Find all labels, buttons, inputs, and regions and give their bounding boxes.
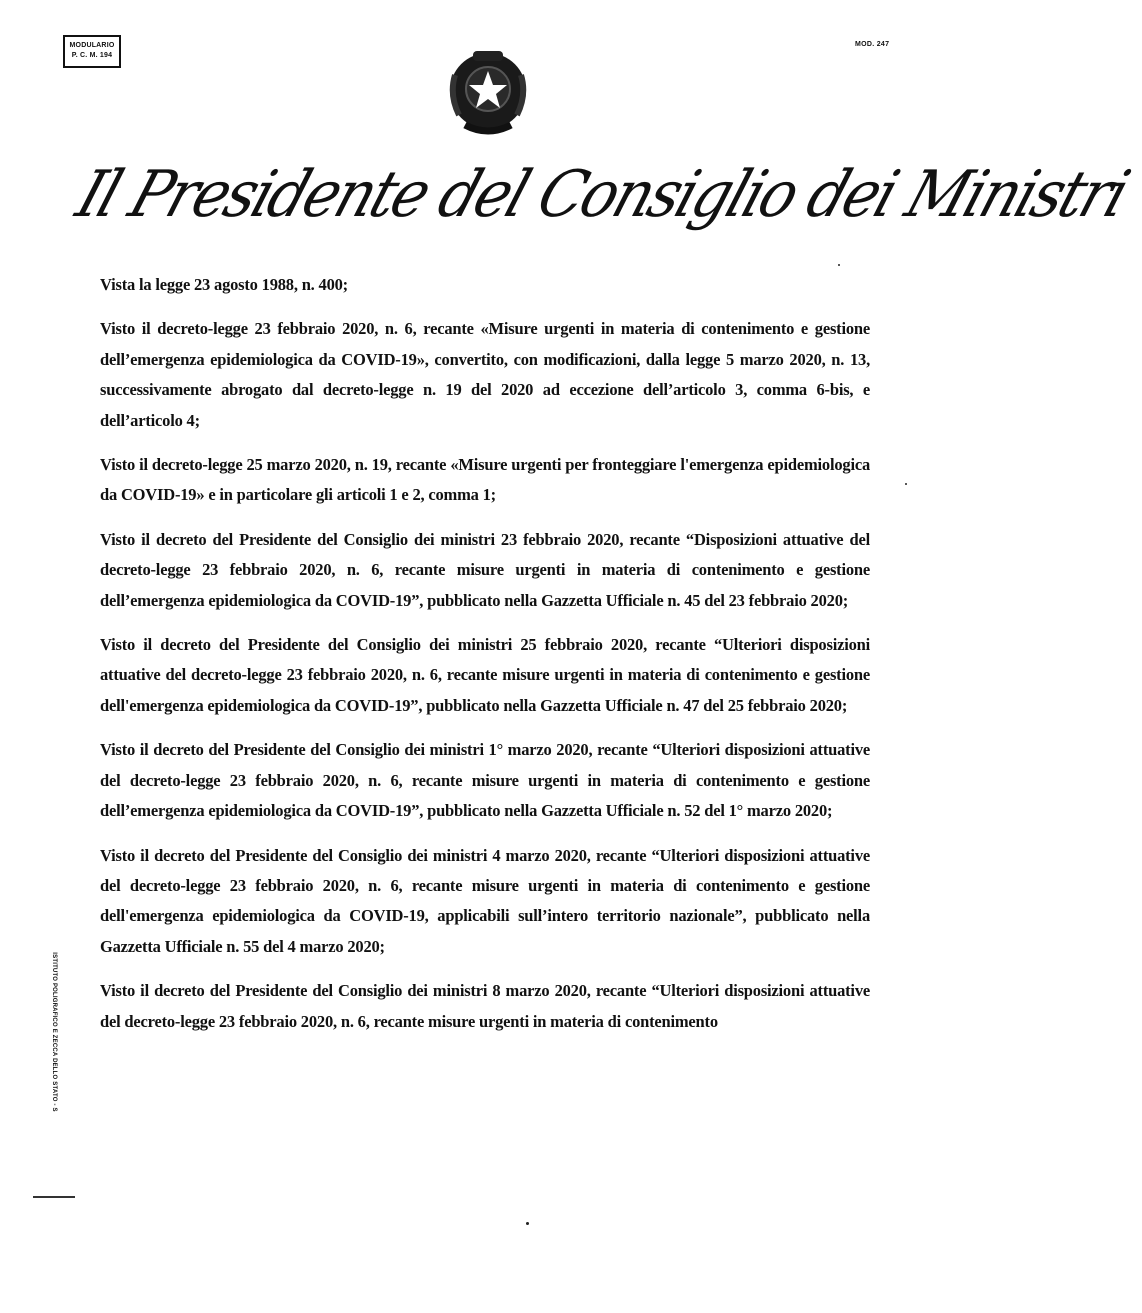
speck — [526, 1222, 529, 1225]
paragraph: Visto il decreto del Presidente del Consiglio dei ministri 23 febbraio 2020, recante “Disposizioni attuative del decreto-legge 23 febbraio 2020, n. 6, recante misure urgenti in materia di contenimento e gestione dell’emergenza epidemiologica da COVID-19”, pubblicato nella Gazzetta Ufficiale n. 45 del 23 febbraio 2020; — [100, 529, 870, 610]
paragraph: Visto il decreto-legge 23 febbraio 2020, n. 6, recante «Misure urgenti in materia di contenimento e gestione dell’emergenza epidemiologica da COVID-19», convertito, con modificazioni, dalla legge 5 marzo 2020, n. 13, successivamente abrogato dal decreto-legge n. 19 del 2020 ad eccezione dell’articolo 3, comma 6-bis, e dell’articolo 4; — [100, 319, 870, 430]
margin-imprint — [48, 945, 60, 1125]
speck — [905, 483, 907, 485]
paragraph: Vista la legge 23 agosto 1988, n. 400; — [100, 275, 348, 294]
paragraph: Visto il decreto del Presidente del Consiglio dei ministri 8 marzo 2020, recante “Ulteriori disposizioni attuative del decreto-legge 23 febbraio 2020, n. 6, recante misure urgenti in materia di contenimento — [100, 981, 870, 1031]
speck — [838, 264, 840, 266]
margin-rule — [33, 1196, 75, 1198]
model-number: MOD. 247 — [855, 41, 890, 48]
paragraph: Visto il decreto del Presidente del Consiglio dei ministri 4 marzo 2020, recante “Ulteriori disposizioni attuative del decreto-legge 23 febbraio 2020, n. 6, recante misure urgenti in materia di contenimento e gestione dell'emergenza epidemiologica da COVID-19, applicabili sull’intero territorio nazionale”, pubblicato nella Gazzetta Ufficiale n. 55 del 4 marzo 2020; — [100, 845, 870, 956]
paragraph: Visto il decreto del Presidente del Consiglio dei ministri 25 febbraio 2020, recante “Ulteriori disposizioni attuative del decreto-legge 23 febbraio 2020, n. 6, recante misure urgenti in materia di contenimento e gestione dell'emergenza epidemiologica da COVID-19”, pubblicato nella Gazzetta Ufficiale n. 47 del 25 febbraio 2020; — [100, 635, 870, 715]
form-model-box — [63, 35, 121, 68]
italian-republic-emblem-icon — [443, 45, 533, 140]
margin-imprint-text: ISTITUTO POLIGRAFICO E ZECCA DELLO STATO - S — [51, 952, 57, 1112]
paragraph: Visto il decreto-legge 25 marzo 2020, n. 19, recante «Misure urgenti per fronteggiare l'emergenza epidemiologica da COVID-19» e in particolare gli articoli 1 e 2, comma 1; — [100, 455, 870, 505]
form-label-line1: MODULARIO — [69, 42, 115, 49]
form-label-line2: P. C. M. 194 — [71, 52, 113, 59]
document-body — [100, 270, 870, 1051]
document-title: Il Presidente del Consiglio dei Ministri — [67, 158, 1136, 232]
paragraph: Visto il decreto del Presidente del Consiglio dei ministri 1° marzo 2020, recante “Ulteriori disposizioni attuative del decreto-legge 23 febbraio 2020, n. 6, recante misure urgenti in materia di contenimento e gestione dell’emergenza epidemiologica da COVID-19”, pubblicato nella Gazzetta Ufficiale n. 52 del 1° marzo 2020; — [100, 740, 870, 821]
